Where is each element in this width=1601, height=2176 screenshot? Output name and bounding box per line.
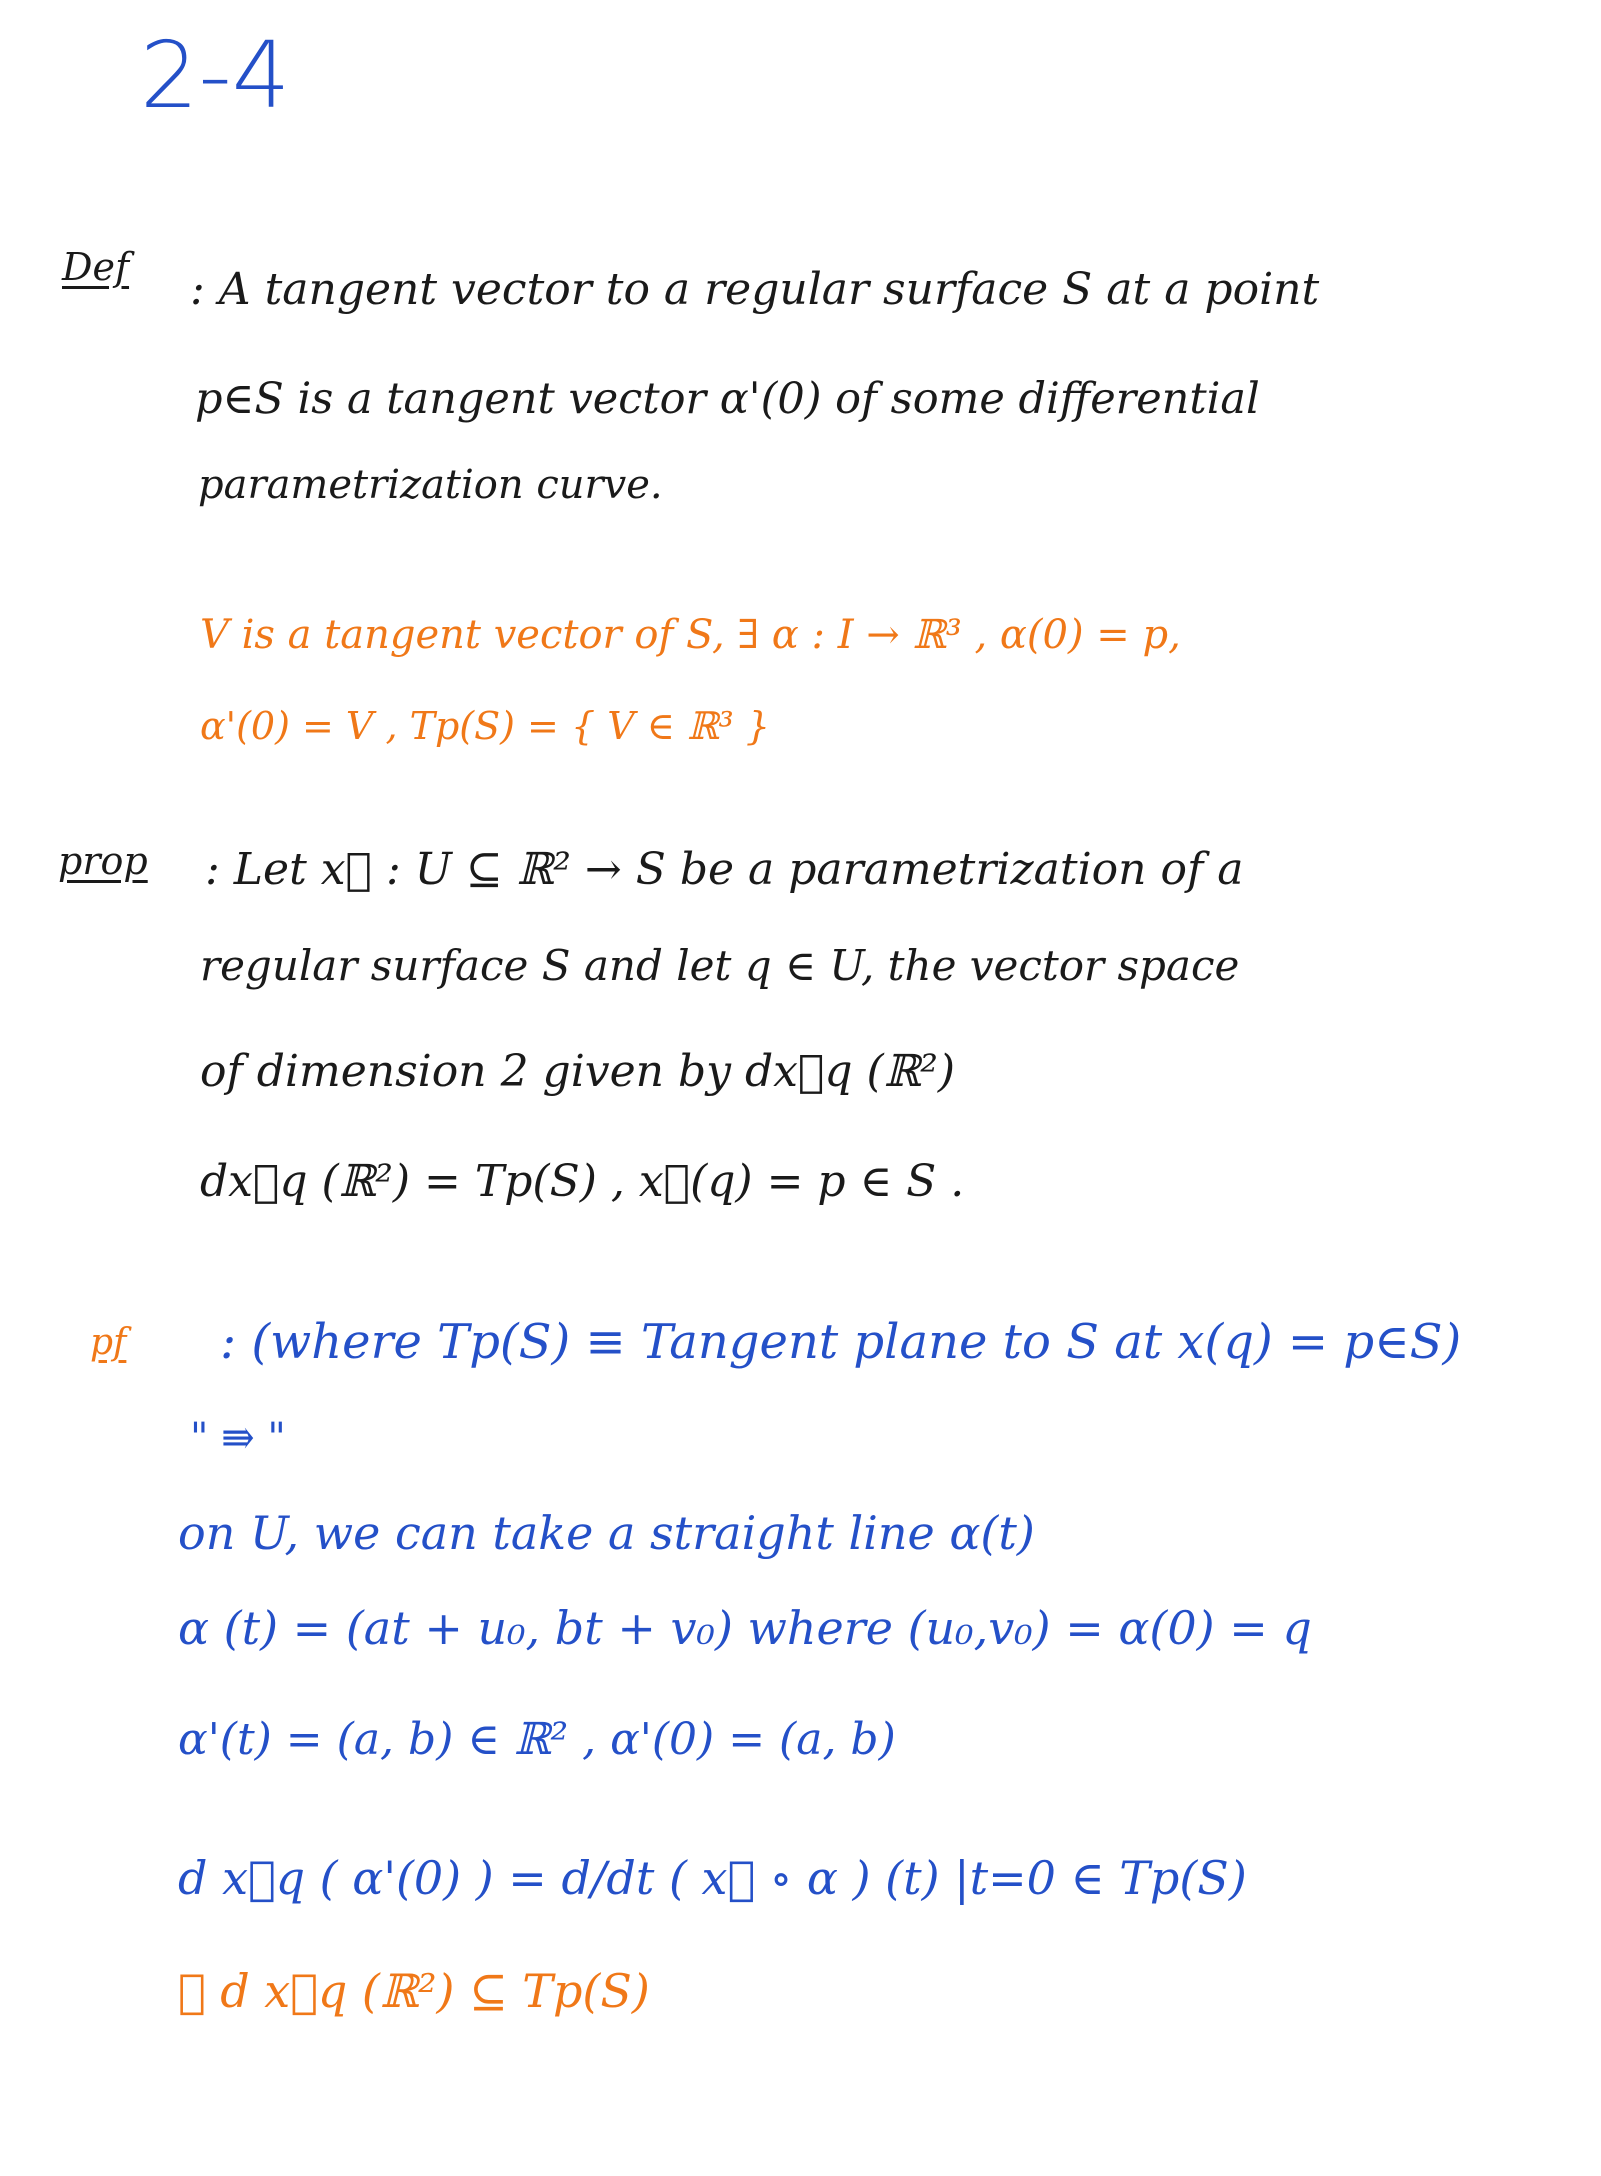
proof-line: d x⃗q ( α'(0) ) = d/dt ( x⃗ ∘ α ) (t) |t=0 ∈ Tp(S) bbox=[178, 1851, 1247, 1905]
page-title: 2-4 bbox=[140, 22, 291, 129]
proposition-line: regular surface S and let q ∈ U, the vector space bbox=[200, 941, 1240, 990]
proof-line: α (t) = (at + u₀, bt + v₀) where (u₀,v₀) = α(0) = q bbox=[178, 1601, 1312, 1655]
proposition-line: of dimension 2 given by dx⃗q (ℝ²) bbox=[200, 1046, 956, 1097]
proof-line: ∴ d x⃗q (ℝ²) ⊆ Tp(S) bbox=[178, 1964, 650, 2018]
proposition-line: : Let x⃗ : U ⊆ ℝ² → S be a parametrization of a bbox=[205, 844, 1244, 895]
proof-label: pf bbox=[90, 1322, 127, 1363]
definition-line: : A tangent vector to a regular surface S at a point bbox=[190, 264, 1320, 315]
proof-line: " ⇛ " bbox=[190, 1415, 286, 1461]
proof-line: α'(t) = (a, b) ∈ ℝ² , α'(0) = (a, b) bbox=[178, 1714, 896, 1765]
definition-label: Def bbox=[62, 245, 130, 289]
definition-line: parametrization curve. bbox=[198, 462, 663, 508]
proposition-line: dx⃗q (ℝ²) = Tp(S) , x⃗(q) = p ∈ S . bbox=[200, 1156, 965, 1207]
proposition-label: prop bbox=[58, 839, 148, 883]
proof-line: on U, we can take a straight line α(t) bbox=[178, 1506, 1035, 1560]
definition-line: p∈S is a tangent vector α'(0) of some differential bbox=[195, 374, 1260, 424]
definition-note-line: α'(0) = V , Tp(S) = { V ∈ ℝ³ } bbox=[200, 704, 771, 748]
definition-note-line: V is a tangent vector of S, ∃ α : I → ℝ³ , α(0) = p, bbox=[200, 612, 1181, 658]
proof-line: : (where Tp(S) ≡ Tangent plane to S at x(q) = p∈S) bbox=[220, 1314, 1462, 1370]
